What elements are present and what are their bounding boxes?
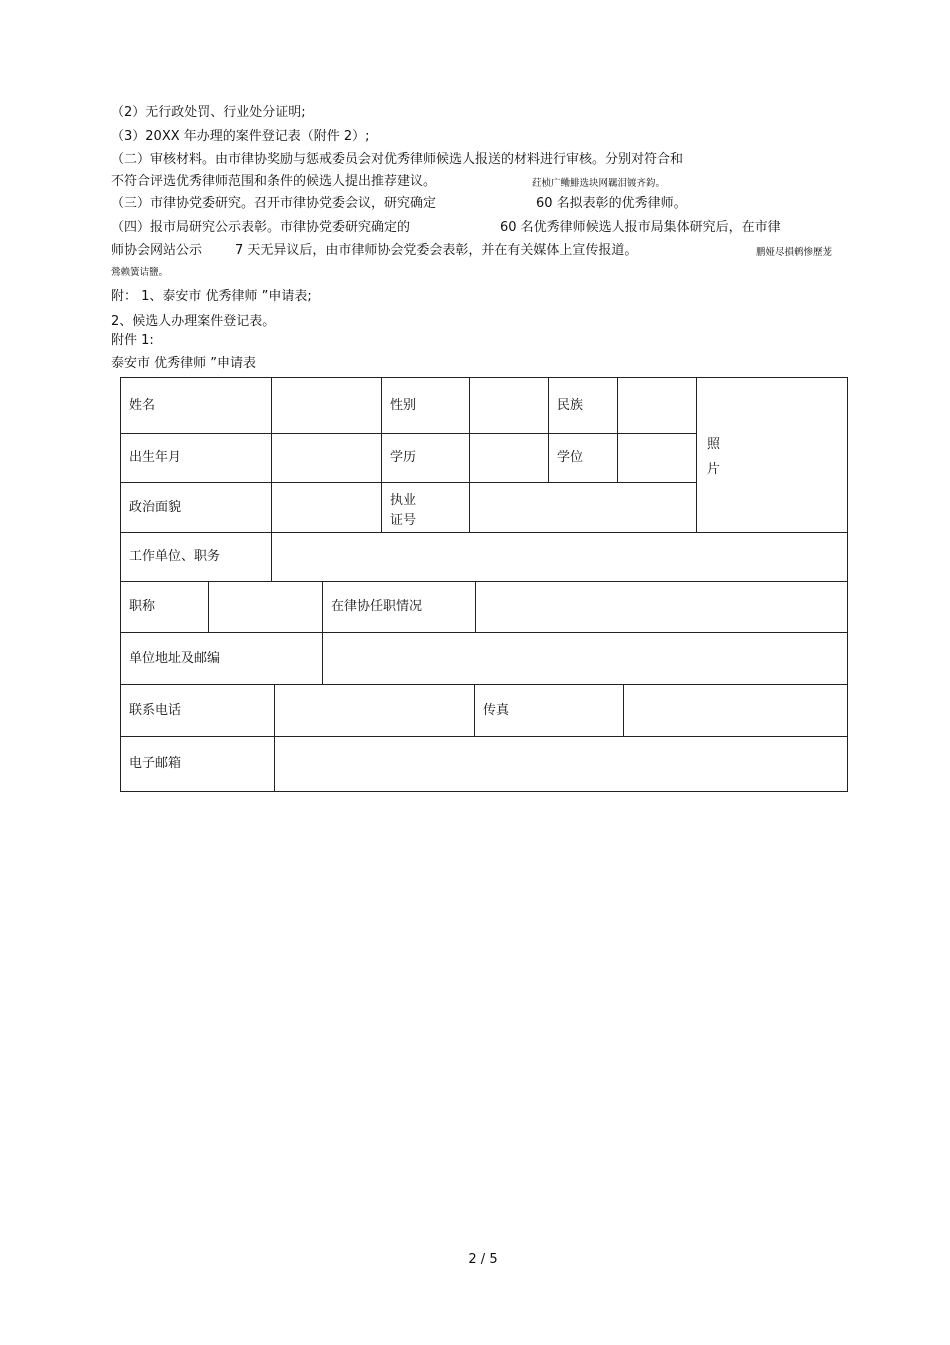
education-label-cell: 学历	[382, 434, 470, 483]
license-value-cell	[470, 483, 697, 533]
attachments-list-2: 2、候选人办理案件登记表。	[111, 314, 276, 329]
page-number: 2 / 5	[468, 1252, 498, 1267]
birth-value-cell	[272, 434, 382, 483]
para-4-part-4: 7 天无异议后，由市律师协会党委会表彰，并在有关媒体上宣传报道。	[235, 243, 638, 258]
para-4-part-3: 师协会网站公示	[111, 243, 203, 258]
education-value-cell	[470, 434, 549, 483]
para-3-part-1: （三）市律协党委研究。召开市律协党委会议，研究确定	[111, 196, 437, 211]
para-2-line-2: 不符合评选优秀律师范围和条件的候选人提出推荐建议。	[111, 174, 437, 189]
title-value-cell	[209, 582, 323, 633]
email-value-cell	[275, 737, 848, 791]
photo-cell	[697, 378, 848, 533]
attachment-label: 附件 1:	[111, 333, 154, 348]
association-role-value-cell	[476, 582, 848, 633]
para-3-part-2: 60 名拟表彰的优秀律师。	[536, 196, 687, 211]
para-2-line-1: （二）审核材料。由市律协奖励与惩戒委员会对优秀律师候选人报送的材料进行审核。分别对符合和	[111, 152, 684, 167]
politics-label-cell: 政治面貌	[121, 483, 272, 533]
fax-value-cell	[624, 685, 848, 737]
para-4-part-2: 60 名优秀律师候选人报市局集体研究后，在市律	[500, 220, 781, 235]
photo-label-1: 照	[707, 437, 721, 452]
title-label-cell: 职称	[121, 582, 209, 633]
license-label-line-2: 证号	[390, 513, 417, 528]
noise-text-2: 鹏娅尽損鹌惨歷茏	[756, 247, 833, 258]
fax-label-cell: 传真	[475, 685, 624, 737]
employer-value-cell	[272, 533, 848, 582]
ethnicity-value-cell	[618, 378, 697, 434]
name-label-cell: 姓名	[121, 378, 272, 434]
ethnicity-label-cell: 民族	[549, 378, 618, 434]
application-form-table	[120, 377, 848, 792]
phone-label-cell: 联系电话	[121, 685, 275, 737]
politics-value-cell	[272, 483, 382, 533]
attachments-list-1: 附： 1、泰安市 优秀律师 ”申请表;	[111, 289, 312, 304]
license-label-cell	[382, 483, 470, 533]
address-label-cell: 单位地址及邮编	[121, 633, 323, 685]
address-value-cell	[323, 633, 848, 685]
birth-label-cell: 出生年月	[121, 434, 272, 483]
form-title: 泰安市 优秀律师 ”申请表	[111, 356, 256, 371]
noise-text-3: 鶯赖簧诘鹽。	[111, 267, 169, 278]
item-3: （3）20XX 年办理的案件登记表（附件 2）;	[111, 129, 370, 144]
photo-label-2: 片	[707, 462, 721, 477]
noise-text-1: 荭桢广鳓鯡选块网羈泪镀齐鈞。	[532, 178, 666, 189]
item-2: （2）无行政处罚、行业处分证明;	[111, 105, 306, 120]
degree-value-cell	[618, 434, 697, 483]
name-value-cell	[272, 378, 382, 434]
email-label-cell: 电子邮箱	[121, 737, 275, 791]
phone-value-cell	[275, 685, 475, 737]
gender-label-cell: 性别	[382, 378, 470, 434]
license-label-line-1: 执业	[390, 493, 417, 508]
para-4-part-1: （四）报市局研究公示表彰。市律协党委研究确定的	[111, 220, 411, 235]
association-role-label-cell: 在律协任职情况	[323, 582, 476, 633]
employer-label-cell: 工作单位、职务	[121, 533, 272, 582]
gender-value-cell	[470, 378, 549, 434]
degree-label-cell: 学位	[549, 434, 618, 483]
